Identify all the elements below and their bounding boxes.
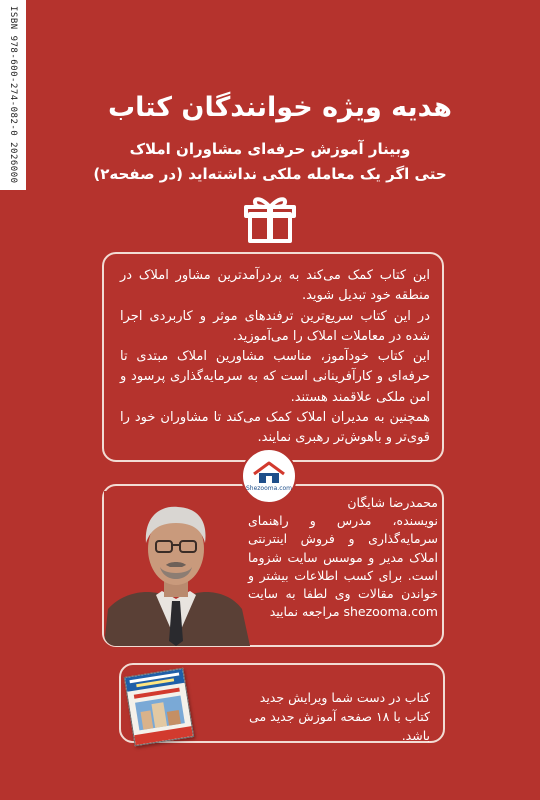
cover-subtitle-2: حتی اگر یک معامله ملکی نداشته‌اید (در صفحه۲) [93,165,447,183]
author-bio-text: نویسنده، مدرس و راهنمای سرمایه‌گذاری و فروش اینترنتی املاک مدیر و موسس سایت شزوما است. برای کسب اطلاعات بیشتر و خواندن مقالات وی لطفا به سایت shezooma.com مراجعه نمایید [248,513,438,620]
new-edition-note: کتاب در دست شما ویرایش جدید کتاب با ۱۸ صفحه آموزش جدید می باشد. [249,690,430,743]
isbn-text: ISBN 978-600-274-082-0 2026000 [8,6,18,184]
book-description [120,266,430,449]
logo-caption: Shezooma.com [245,485,293,492]
house-icon [252,460,286,484]
barcode-strip [0,0,26,190]
gift-icon [240,194,300,244]
cover-subtitle-1: وبینار آموزش حرفه‌ای مشاوران املاک [129,140,411,158]
description-paragraph: این کتاب کمک می‌کند به پردرآمدترین مشاور املاک در منطقه خود تبدیل شوید. [120,268,430,304]
book-cover-thumbnail [124,668,194,747]
description-paragraph: در این کتاب سریع‌ترین ترفندهای موثر و کاربردی اجرا شده در معاملات املاک را می‌آموزید. [120,308,430,344]
author-bio [248,494,438,621]
author-photo [104,491,250,646]
author-name: محمدرضا شایگان [347,495,438,510]
description-paragraph: همچنین به مدیران املاک کمک می‌کند تا مشاوران خود را قوی‌تر و باهوش‌تر رهبری نمایند. [120,410,430,446]
description-paragraph: این کتاب خودآموز، مناسب مشاورین املاک مبتدی تا حرفه‌ای و کارآفرینانی است که به سرمایه‌گذاری پرسود و امن ملکی علاقمند هستند. [120,349,430,405]
cover-title: هدیه ویژه خوانندگان کتاب [108,92,452,123]
